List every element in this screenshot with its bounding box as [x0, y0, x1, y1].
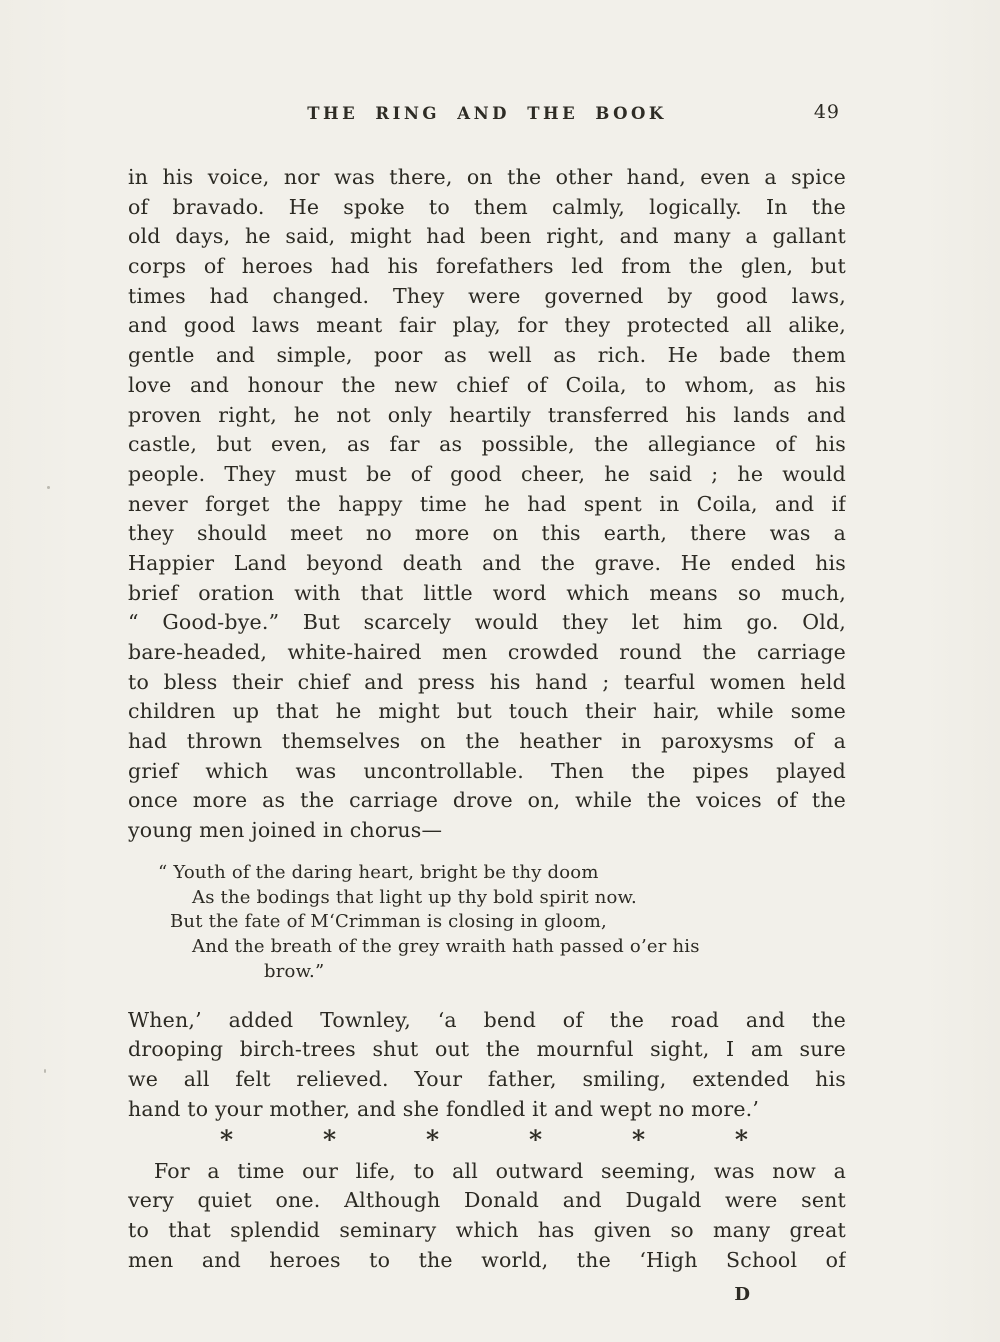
text-line: of bravado. He spoke to them calmly, logically. In the	[128, 194, 846, 219]
text-line: Happier Land beyond death and the grave. He ended his	[128, 550, 846, 575]
running-header	[128, 101, 846, 130]
verse-line: And the breath of the grey wraith hath passed o’er his	[192, 936, 700, 958]
text-line: in his voice, nor was there, on the other hand, even a spice	[128, 165, 846, 189]
page-number: 49	[813, 101, 840, 123]
text-line: children up that he might but touch their hair, while some	[128, 699, 846, 724]
text-line: had thrown themselves on the heather in paroxysms of a	[128, 729, 846, 754]
text-line: young men joined in chorus—	[128, 818, 443, 843]
signature-mark: D	[734, 1284, 750, 1306]
text-line: men and heroes to the world, the ‘High School of	[128, 1247, 846, 1272]
text-line: times had changed. They were governed by good laws,	[128, 283, 846, 308]
text-line: When,’ added Townley, ‘a bend of the road and the	[128, 1007, 846, 1032]
text-line: brief oration with that little word which means so much,	[128, 580, 846, 605]
verse-line: “ Youth of the daring heart, bright be thy doom	[158, 861, 599, 883]
verse-line: brow.”	[264, 961, 325, 982]
text-line: and good laws meant fair play, for they protected all alike,	[128, 313, 846, 338]
asterisk: *	[425, 1124, 440, 1154]
scan-speck	[47, 486, 50, 489]
running-title: THE RING AND THE BOOK	[307, 104, 667, 123]
text-line: once more as the carriage drove on, while the voices of the	[128, 788, 846, 813]
asterisk: *	[322, 1124, 337, 1154]
paragraph-3	[128, 1157, 846, 1276]
verse-quote	[128, 861, 846, 985]
verse-line: As the bodings that light up thy bold spirit now.	[192, 886, 637, 908]
text-line: grief which was uncontrollable. Then the pipes played	[128, 758, 846, 783]
text-line: corps of heroes had his forefathers led from the glen, but	[128, 254, 846, 279]
text-line: “ Good-bye.” But scarcely would they let him go. Old,	[128, 610, 846, 635]
asterisk-separator	[220, 1124, 748, 1154]
text-block	[128, 0, 846, 1307]
text-line: to that splendid seminary which has given so many great	[128, 1217, 846, 1242]
text-line: never forget the happy time he had spent in Coila, and if	[128, 491, 846, 516]
paragraph-1	[128, 163, 846, 846]
text-line: old days, he said, might had been right, and many a gallant	[128, 224, 846, 249]
text-line: to bless their chief and press his hand ; tearful women held	[128, 669, 846, 694]
text-line: For a time our life, to all outward seeming, was now a	[154, 1158, 846, 1183]
text-line: love and honour the new chief of Coila, to whom, as his	[128, 372, 846, 397]
text-line: they should meet no more on this earth, there was a	[128, 521, 846, 546]
asterisk: *	[220, 1124, 234, 1154]
asterisk: *	[734, 1124, 748, 1154]
asterisk: *	[631, 1124, 646, 1154]
text-line: bare-headed, white-haired men crowded round the carriage	[128, 640, 846, 664]
text-line: very quiet one. Although Donald and Dugald were sent	[128, 1188, 846, 1213]
asterisk: *	[528, 1124, 543, 1154]
text-line: people. They must be of good cheer, he said ; he would	[128, 461, 846, 486]
paragraph-2	[128, 1006, 846, 1125]
text-line: hand to your mother, and she fondled it and wept no more.’	[128, 1096, 760, 1121]
text-line: we all felt relieved. Your father, smiling, extended his	[128, 1067, 846, 1092]
text-line: castle, but even, as far as possible, the allegiance of his	[128, 432, 846, 457]
scan-speck	[44, 1069, 46, 1073]
text-line: proven right, he not only heartily transferred his lands and	[128, 402, 846, 427]
verse-line: But the fate of M‘Crimman is closing in gloom,	[170, 911, 607, 933]
text-line: drooping birch-trees shut out the mournful sight, I am sure	[128, 1037, 846, 1062]
text-line: gentle and simple, poor as well as rich. He bade them	[128, 343, 846, 368]
